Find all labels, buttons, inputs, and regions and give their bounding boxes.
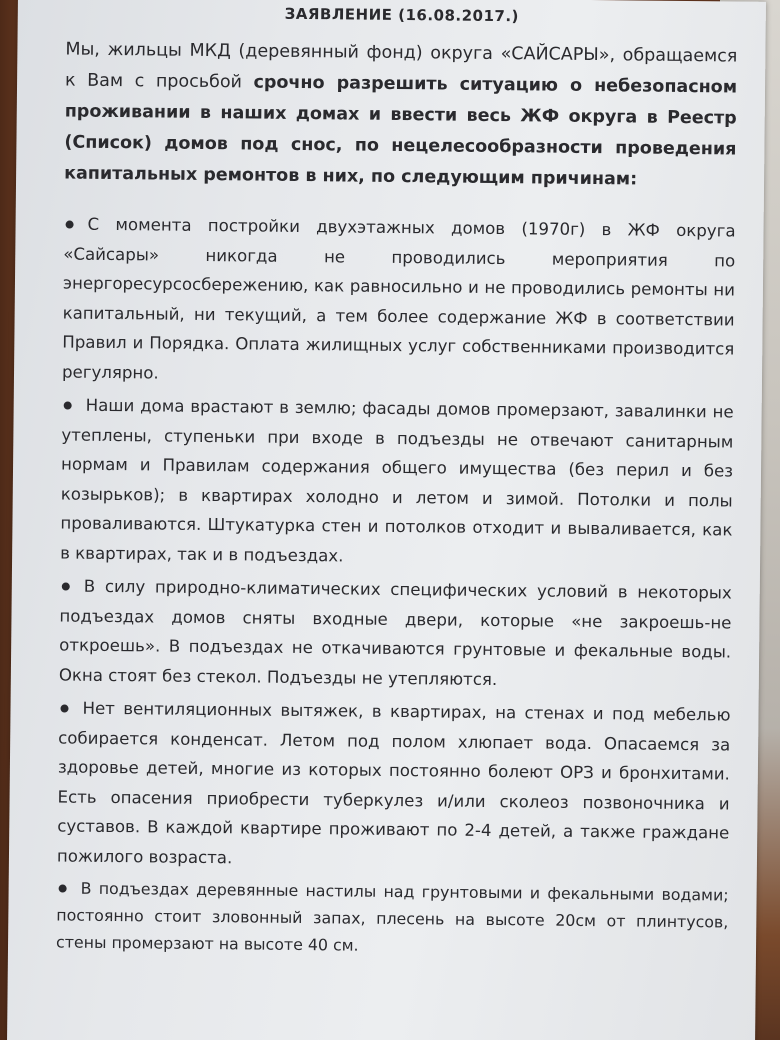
list-item-text: С момента постройки двухэтажных домов (1970г) в ЖФ округа «Сайсары» никогда не проводились мероприятия по энергоресурсосбережению, как равносильно и не проводились ремонты ни капитальный, ни текущий, а тем более содержание ЖФ в соответствии Правил и Порядка. Оплата жилищных услуг собственниками производится регулярно. [61,214,736,382]
list-item [56,874,729,962]
list-item-text: Наши дома врастают в землю; фасады домов промерзают, завалинки не утеплены, ступеньки при входе в подъезды не отвечают санитарным нормам и Правилам содержания общего имущества (без перил и без козырьков); в квартирах холодно и летом и зимой. Потолки и полы проваливаются. Штукатурка стен и потолков отходит и вываливается, как в квартирах, так и в подъездах. [60,395,734,565]
intro-bold-text: срочно разрешить ситуацию о небезопасном проживании в наших домах и ввести весь ЖФ округа в Реестр (Список) домов под снос, по нецелесообразности проведения капитальных ремонтов в них, по следующим причинам: [64,72,738,190]
list-item [62,209,736,393]
document-body [56,3,738,967]
list-item-text: Нет вентиляционных вытяжек, в квартирах, на стенах и под мебелью собирается конденсат. Летом под полом хлюпает вода. Опасаемся за здоровье детей, многие из которых постоянно болеют ОРЗ и бронхитами. Есть опасения приобрести туберкулез и/или сколеоз позвоночника и суставов. В каждой квартире проживают по 2-4 детей, а также граждане пожилого возраста. [56,698,731,867]
document-title: ЗАЯВЛЕНИЕ (16.08.2017.) [284,4,520,26]
list-item [59,571,732,696]
intro-paragraph [64,35,738,197]
bullet-icon [66,220,74,228]
list-item-text: В подъездах деревянные настилы над грунтовыми и фекальными водами; постоянно стоит зловонный запах, плесень на высоте 20см от плинтусов, стены промерзают на высоте 40 см. [55,878,729,955]
list-item-text: В силу природно-климатических специфических условий в некоторых подъездах домов сняты входные двери, которые «не закроешь-не откроешь». В подъездах не откачиваются грунтовые и фекальные воды. Окна стоят без стекол. Подъезды не утепляются. [58,576,732,689]
bullet-icon [59,884,67,892]
bullet-icon [64,401,72,409]
list-item [57,693,731,877]
bullet-icon [60,704,68,712]
list-item [60,390,734,574]
paper-sheet [7,0,766,1040]
bullet-icon [62,582,70,590]
intro-plain-text: Мы, жильцы МКД (деревянный фонд) округа «САЙСАРЫ», обращаемся к Вам с просьбой [64,39,738,93]
